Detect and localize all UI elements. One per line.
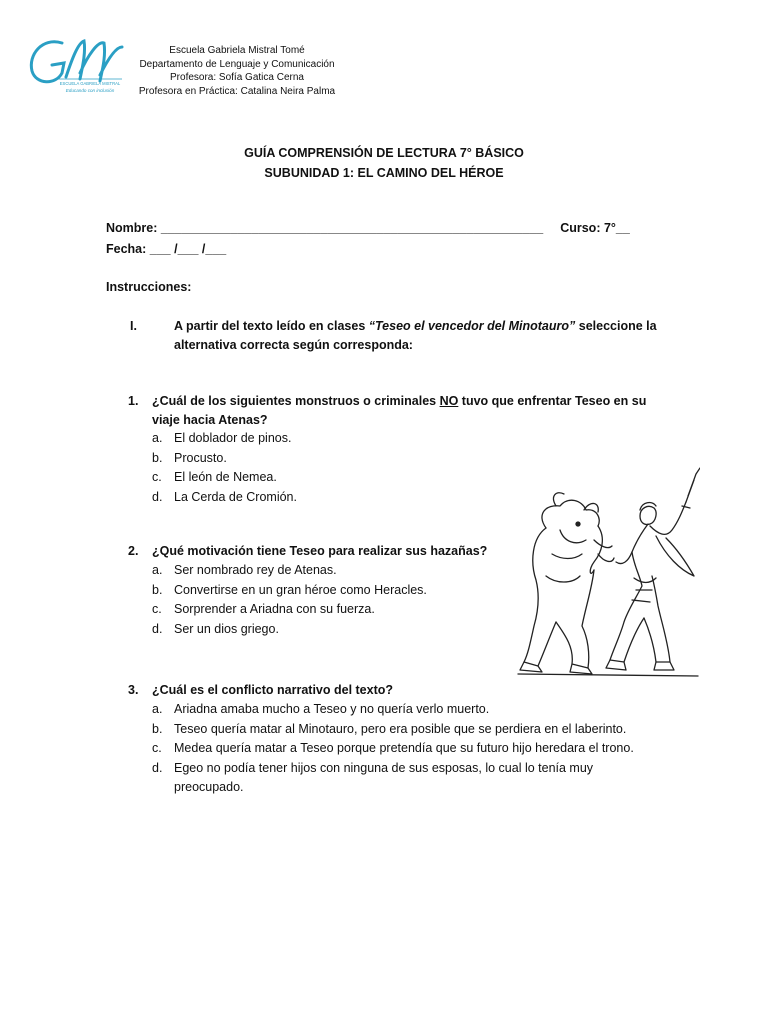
emphasis-no: NO [439, 394, 459, 408]
date-row [106, 242, 226, 256]
svg-text:Educando con inclusión: Educando con inclusión [65, 88, 115, 93]
instructions-label: Instrucciones: [106, 280, 192, 294]
section-text: A partir del texto leído en clases “Teseo el vencedor del Minotauro” seleccione la alternativa correcta según corresponda: [174, 319, 657, 352]
question-number: 1. [128, 394, 139, 408]
option-c[interactable]: c. Medea quería matar a Teseo porque pretendía que su futuro hijo heredara el trono. [152, 741, 634, 755]
story-title: “Teseo el vencedor del Minotauro” [368, 319, 576, 333]
question-text: ¿Qué motivación tiene Teseo para realizar sus hazañas? [152, 544, 488, 558]
date-field[interactable]: Fecha: ___ /___ /___ [106, 242, 227, 256]
school-logo-icon [22, 33, 128, 97]
option-c[interactable]: c. Sorprender a Ariadna con su fuerza. [152, 602, 375, 616]
svg-text:ESCUELA GABRIELA MISTRAL: ESCUELA GABRIELA MISTRAL [59, 81, 121, 86]
option-d[interactable]: d. La Cerda de Cromión. [152, 489, 297, 504]
option-b[interactable]: b. Teseo quería matar al Minotauro, pero era posible que se perdiera en el laberinto. [152, 721, 627, 736]
option-a[interactable]: a. Ser nombrado rey de Atenas. [152, 563, 337, 577]
question-text: ¿Cuál de los siguientes monstruos o criminales NO tuvo que enfrentar Teseo en su viaje hacia Atenas? [152, 394, 647, 427]
option-a[interactable]: a. El doblador de pinos. [152, 431, 292, 445]
name-course-row [106, 221, 630, 235]
option-a[interactable]: a. Ariadna amaba mucho a Teseo y no quería verlo muerto. [152, 702, 490, 716]
teacher-name: Profesora: Sofía Gatica Cerna [170, 72, 304, 83]
school-name: Escuela Gabriela Mistral Tomé [169, 45, 305, 56]
title-line-1: GUÍA COMPRENSIÓN DE LECTURA 7° BÁSICO [244, 146, 524, 160]
option-d[interactable]: d. Egeo no podía tener hijos con ninguna de sus esposas, lo cual lo tenía muy preocupado. [152, 760, 594, 794]
title-line-2: SUBUNIDAD 1: EL CAMINO DEL HÉROE [264, 166, 504, 180]
document-title [0, 143, 768, 183]
name-field[interactable]: Nombre: _______________________________________________________ [106, 221, 544, 235]
option-c[interactable]: c. El león de Nemea. [152, 470, 277, 484]
options-list [152, 700, 682, 799]
course-field[interactable]: Curso: 7°__ [560, 221, 630, 235]
option-b[interactable]: b. Convertirse en un gran héroe como Heracles. [152, 582, 427, 597]
theseus-minotaur-illustration-icon [516, 466, 700, 678]
question-number: 3. [128, 683, 139, 697]
school-info [137, 44, 337, 98]
question-text: ¿Cuál es el conflicto narrativo del texto? [152, 683, 394, 697]
section-number: I. [130, 319, 137, 333]
option-b[interactable]: b. Procusto. [152, 450, 227, 465]
option-d[interactable]: d. Ser un dios griego. [152, 621, 279, 636]
trainee-name: Profesora en Práctica: Catalina Neira Palma [138, 85, 336, 97]
department-name: Departamento de Lenguaje y Comunicación [139, 58, 335, 70]
question-number: 2. [128, 544, 139, 558]
